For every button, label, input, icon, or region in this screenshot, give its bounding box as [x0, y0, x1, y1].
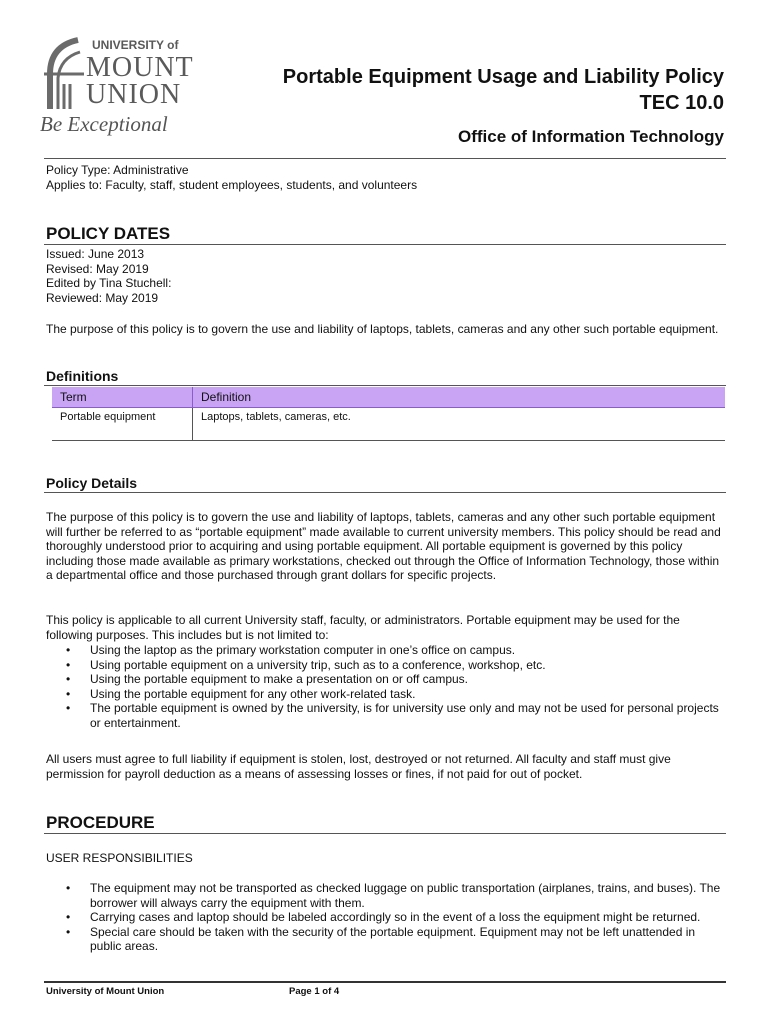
logo-university-of: UNIVERSITY of: [92, 38, 179, 52]
page-number: Page 1 of 4: [289, 986, 340, 997]
list-item: • Using portable equipment on a university trip, such as to a conference, workshop, etc.: [46, 658, 726, 673]
policy-details-divider: [44, 492, 726, 493]
applies-to: Applies to: Faculty, staff, student employees, students, and volunteers: [46, 178, 418, 192]
list-item: • The portable equipment is owned by the university, is for university use only and may not be used for personal projects or entertainment.: [46, 701, 726, 730]
procedure-divider: [44, 833, 726, 834]
policy-dates-divider: [44, 244, 726, 245]
policy-details-paragraph-1: The purpose of this policy is to govern the use and liability of laptops, tablets, cameras and any other such portable equipment will further be referred to as “portable equipment” made available to current university members. This policy should be read and thoroughly understood prior to acquiring and using portable equipment. All portable equipment is governed by this policy including those made available as primary workstations, checked out through the Office of Information Technology, those within a departmental office and those purchased through grant dollars for specific projects.: [46, 510, 721, 583]
footer-divider: [44, 981, 726, 983]
list-item: • Special care should be taken with the security of the portable equipment. Equipment may not be left unattended in public areas.: [46, 925, 726, 954]
policy-details-paragraph-3: All users must agree to full liability if equipment is stolen, lost, destroyed or not returned. All faculty and staff must give permission for payroll deduction as a means of assessing losses or fines, if not paid for out of pocket.: [46, 752, 671, 781]
office-name: Office of Information Technology: [457, 127, 724, 146]
procedure-heading: PROCEDURE: [46, 813, 155, 832]
policy-type: Policy Type: Administrative: [46, 163, 189, 177]
list-item: • Using the laptop as the primary workstation computer in one’s office on campus.: [46, 643, 726, 658]
definitions-header-row: [52, 387, 725, 408]
purpose-paragraph: The purpose of this policy is to govern the use and liability of laptops, tablets, cameras and any other such portable equipment.: [46, 322, 719, 336]
logo-union: UNION: [86, 79, 182, 110]
term-column-header: Term: [52, 387, 193, 408]
edited-by: Edited by Tina Stuchell:: [46, 276, 172, 290]
policy-dates-heading: POLICY DATES: [46, 224, 171, 243]
policy-details-paragraph-2: This policy is applicable to all current University staff, faculty, or administrators. Portable equipment may be used for the following purposes. This includes but is not limited to:: [46, 613, 680, 642]
definition-cell: Laptops, tablets, cameras, etc.: [193, 408, 726, 441]
university-logo: [40, 34, 210, 149]
term-cell: Portable equipment: [52, 408, 193, 441]
document-title: Portable Equipment Usage and Liability Policy: [282, 66, 724, 88]
header-divider: [44, 158, 726, 159]
list-item: • Using the portable equipment for any other work-related task.: [46, 687, 726, 702]
definition-column-header: Definition: [193, 387, 726, 408]
reviewed-date: Reviewed: May 2019: [46, 291, 159, 305]
logo-tagline: Be Exceptional: [40, 112, 168, 136]
responsibilities-list: [46, 881, 726, 954]
list-item: • Carrying cases and laptop should be labeled accordingly so in the event of a loss the equipment might be returned.: [46, 910, 726, 925]
list-item: • Using the portable equipment to make a presentation on or off campus.: [46, 672, 726, 687]
table-row: [52, 408, 725, 441]
list-item: • The equipment may not be transported as checked luggage on public transportation (airplanes, trains, and buses). The borrower will always carry the equipment with them.: [46, 881, 726, 910]
issued-date: Issued: June 2013: [46, 247, 145, 261]
policy-code: TEC 10.0: [639, 92, 724, 114]
purpose-list: [46, 643, 726, 731]
policy-details-heading: Policy Details: [46, 475, 138, 491]
user-responsibilities-heading: USER RESPONSIBILITIES: [46, 851, 193, 865]
definitions-table: [52, 387, 725, 441]
revised-date: Revised: May 2019: [46, 262, 149, 276]
definitions-divider: [44, 385, 726, 386]
logo-mount: MOUNT: [86, 52, 194, 83]
footer-university: University of Mount Union: [46, 986, 165, 997]
definitions-heading: Definitions: [46, 368, 119, 384]
